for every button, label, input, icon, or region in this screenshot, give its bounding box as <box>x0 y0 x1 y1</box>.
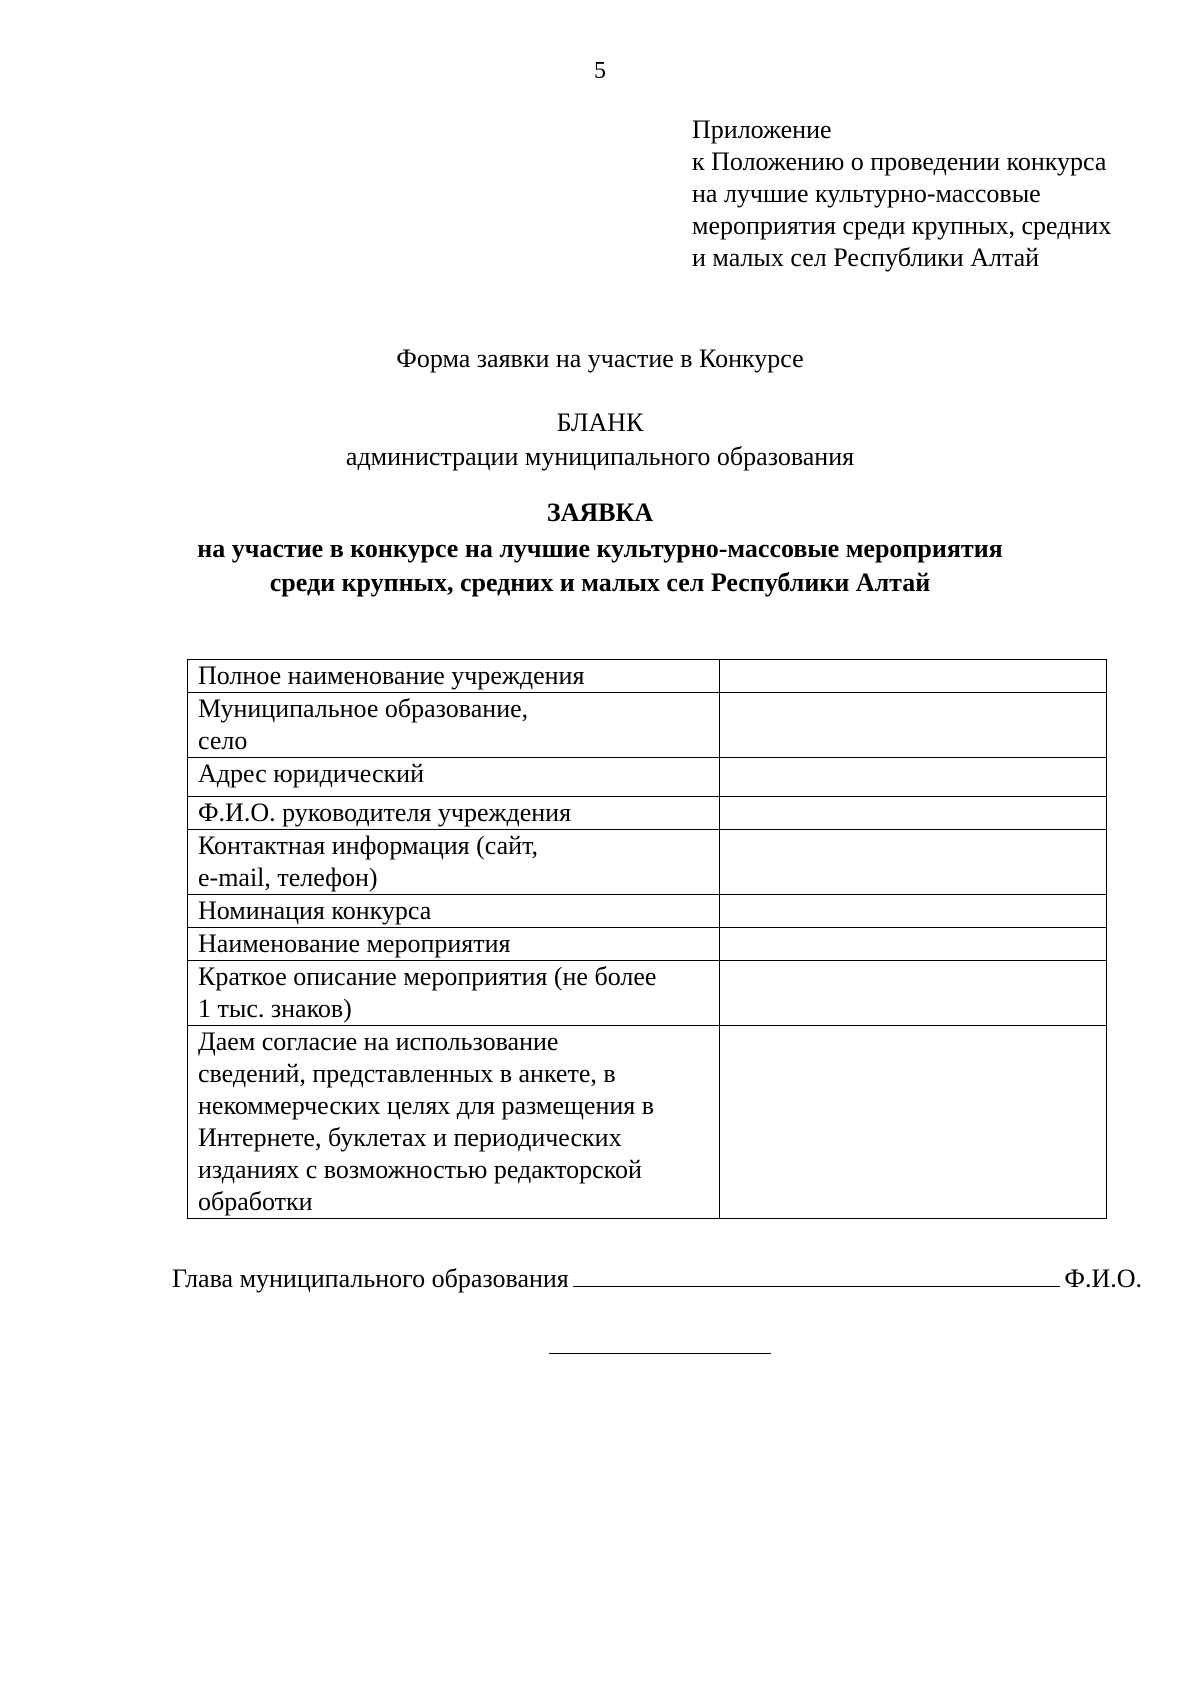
label-line: Даем согласие на использование <box>198 1027 559 1056</box>
field-label <box>188 660 720 693</box>
field-value[interactable] <box>719 660 1106 693</box>
label-line: обработки <box>198 1187 313 1216</box>
application-subtitle <box>0 532 1200 600</box>
table-row <box>188 830 1107 895</box>
appendix-line: мероприятия среди крупных, средних <box>692 211 1112 240</box>
field-label <box>188 961 720 1026</box>
blank-subtitle: администрации муниципального образования <box>345 442 855 471</box>
field-value[interactable] <box>719 895 1106 928</box>
signature-line <box>172 1264 1142 1294</box>
label-line: Краткое описание мероприятия (не более <box>198 962 657 991</box>
label-line: e-mail, телефон) <box>198 863 378 892</box>
label-line: некоммерческих целях для размещения в <box>198 1091 655 1120</box>
field-value[interactable] <box>719 758 1106 797</box>
label-line: Адрес юридический <box>198 759 424 788</box>
signature-field[interactable] <box>573 1264 1061 1287</box>
table-row <box>188 660 1107 693</box>
appendix-block <box>692 114 1192 274</box>
application-form-table <box>187 659 1107 1219</box>
document-end-divider <box>549 1353 771 1354</box>
application-subtitle-line: на участие в конкурсе на лучшие культурно-массовые мероприятия <box>197 534 1003 563</box>
field-label <box>188 1026 720 1219</box>
appendix-line: к Положению о проведении конкурса <box>692 147 1107 176</box>
field-value[interactable] <box>719 961 1106 1026</box>
field-value[interactable] <box>719 928 1106 961</box>
field-label <box>188 895 720 928</box>
label-line: Полное наименование учреждения <box>198 661 585 690</box>
signature-label: Глава муниципального образования <box>172 1264 569 1293</box>
page-number: 5 <box>594 58 606 84</box>
field-value[interactable] <box>719 797 1106 830</box>
label-line: Интернете, буклетах и периодических <box>198 1123 622 1152</box>
table-row <box>188 693 1107 758</box>
field-value[interactable] <box>719 830 1106 895</box>
field-label <box>188 758 720 797</box>
signature-suffix: Ф.И.О. <box>1064 1264 1142 1293</box>
label-line: 1 тыс. знаков) <box>198 994 352 1023</box>
label-line: Муниципальное образование, <box>198 694 529 723</box>
table-row <box>188 928 1107 961</box>
table-row <box>188 895 1107 928</box>
appendix-line: и малых сел Республики Алтай <box>692 243 1040 272</box>
field-label <box>188 830 720 895</box>
table-row <box>188 758 1107 797</box>
label-line: Контактная информация (сайт, <box>198 831 539 860</box>
label-line: Номинация конкурса <box>198 896 432 925</box>
field-label <box>188 797 720 830</box>
label-line: село <box>198 726 248 755</box>
application-title: ЗАЯВКА <box>546 498 654 527</box>
blank-title: БЛАНК <box>556 408 644 437</box>
appendix-line: Приложение <box>692 115 832 144</box>
form-caption: Форма заявки на участие в Конкурсе <box>396 344 804 373</box>
field-label <box>188 928 720 961</box>
appendix-line: на лучшие культурно-массовые <box>692 179 1041 208</box>
table-row <box>188 1026 1107 1219</box>
application-subtitle-line: среди крупных, средних и малых сел Республики Алтай <box>269 568 931 597</box>
field-value[interactable] <box>719 1026 1106 1219</box>
label-line: сведений, представленных в анкете, в <box>198 1059 616 1088</box>
label-line: изданиях с возможностью редакторской <box>198 1155 642 1184</box>
label-line: Ф.И.О. руководителя учреждения <box>198 798 572 827</box>
table-row <box>188 961 1107 1026</box>
label-line: Наименование мероприятия <box>198 929 511 958</box>
table-row <box>188 797 1107 830</box>
field-label <box>188 693 720 758</box>
field-value[interactable] <box>719 693 1106 758</box>
